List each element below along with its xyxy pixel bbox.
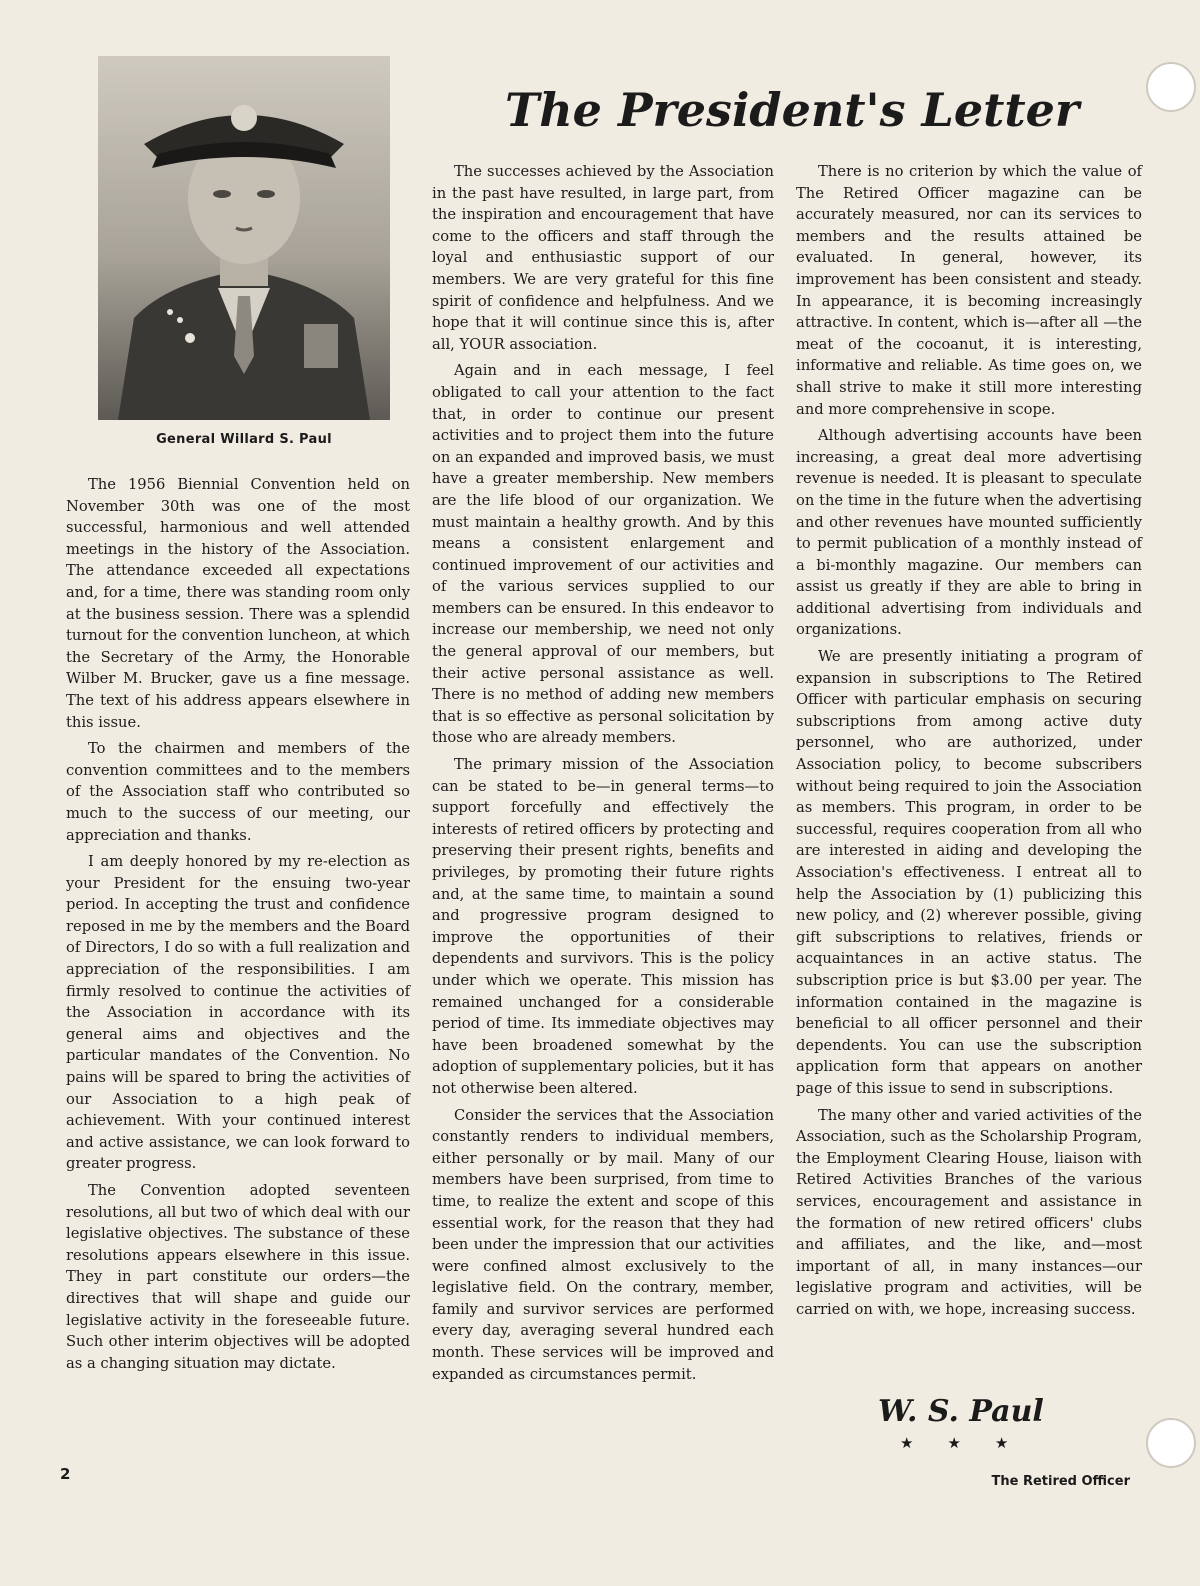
- text-column-1: [66, 474, 410, 1379]
- page-title: The President's Letter: [505, 83, 1080, 137]
- paragraph: Although advertising accounts have been increasing, a great deal more advertising revenue is needed. It is pleasant to speculate on the time in the future when the advertising and other revenues have mounted sufficiently to permit publication of a monthly instead of a bi-monthly magazine. Our members can assist us greatly if they are able to bring in additional advertising from individuals and organizations.: [796, 427, 1142, 639]
- paragraph: I am deeply honored by my re-election as your President for the ensuing two-year period. In accepting the trust and confidence reposed in me by the members and the Board of Directors, I do so with a full realization and appreciation of the responsibilities. I am firmly resolved to continue the activities of the Association in accordance with its general aims and objectives and the particular mandates of the Convention. No pains will be spared to bring the activities of our Association to a high peak of achievement. With your continued interest and active assistance, we can look forward to greater progress.: [66, 853, 410, 1173]
- paragraph: The many other and varied activities of the Association, such as the Scholarship Program, the Employment Clearing House, liaison with Retired Activities Branches of the various services, encouragement and assistance in the formation of new retired officers' clubs and affiliates, and the like, and—most important of all, in many instances—our legislative program and activities, will be carried on with, we hope, increasing success.: [796, 1106, 1142, 1318]
- photo-caption: General Willard S. Paul: [156, 432, 332, 447]
- paragraph: The 1956 Biennial Convention held on November 30th was one of the most successful, harmonious and well attended meetings in the history of the Association. The attendance exceeded all expectations and, for a time, there was standing room only at the business session. There was a splendid turnout for the convention luncheon, at which the Secretary of the Army, the Honorable Wilber M. Brucker, gave us a fine message. The text of his address appears elsewhere in this issue.: [66, 476, 410, 731]
- paragraph: The Convention adopted seventeen resolutions, all but two of which deal with our legislative objectives. The substance of these resolutions appears elsewhere in this issue. They in part constitute our orders—the directives that will shape and guide our legislative activity in the foreseeable future. Such other interim objectives will be adopted as a changing situation may dictate.: [66, 1182, 410, 1372]
- paragraph: The primary mission of the Association can be stated to be—in general terms—to support forcefully and effectively the interests of retired officers by protecting and preserving their present rights, benefits and privileges, by promoting their future rights and, at the same time, to maintain a sound and progressive program designed to improve the opportunities of their dependents and survivors. This is the policy under which we operate. This mission has remained unchanged for a considerable period of time. Its immediate objectives may have been broadened somewhat by the adoption of supplementary policies, but it has not otherwise been altered.: [432, 756, 774, 1097]
- signature: W. S. Paul: [878, 1394, 1044, 1429]
- binder-hole-icon: [1146, 62, 1196, 112]
- star-ornament: ★★★: [900, 1434, 1043, 1452]
- text-column-3: [796, 161, 1142, 1325]
- paragraph: There is no criterion by which the value of The Retired Officer magazine can be accurately measured, nor can its services to members and the results attained be evaluated. In general, however, its improvement has been consistent and steady. In appearance, it is becoming increasingly attractive. In content, which is—after all —the meat of the cocoanut, it is interesting, informative and reliable. As time goes on, we shall strive to make it still more interesting and more comprehensive in scope.: [796, 163, 1142, 418]
- text-column-2: [432, 161, 774, 1390]
- paragraph: Consider the services that the Association constantly renders to individual members, either personally or by mail. Many of our members have been surprised, from time to time, to realize the extent and scope of this essential work, for the reason that they had been under the impression that our activities were confined almost exclusively to the legislative field. On the contrary, member, family and survivor services are performed every day, averaging several hundred each month. These services will be improved and expanded as circumstances permit.: [432, 1106, 774, 1383]
- page-number: 2: [60, 1465, 71, 1483]
- paragraph: The successes achieved by the Association in the past have resulted, in large part, from the inspiration and encouragement that have come to the officers and staff through the loyal and enthusiastic support of our members. We are very grateful for this fine spirit of confidence and helpfulness. And we hope that it will continue since this is, after all, YOUR association.: [432, 163, 774, 353]
- publication-footer: The Retired Officer: [991, 1474, 1130, 1489]
- paragraph: We are presently initiating a program of expansion in subscriptions to The Retired Officer with particular emphasis on securing subscriptions from among active duty personnel, who are authorized, under Association policy, to become subscribers without being required to join the Association as members. This program, in order to be successful, requires cooperation from all who are interested in aiding and developing the Association's effectiveness. I entreat all to help the Association by (1) publicizing this new policy, and (2) wherever possible, giving gift subscriptions to relatives, friends or acquaintances in an active status. The subscription price is but $3.00 per year. The information contained in the magazine is beneficial to all officer personnel and their dependents. You can use the subscription application form that appears on another page of this issue to send in subscriptions.: [796, 648, 1142, 1097]
- paragraph: Again and in each message, I feel obligated to call your attention to the fact that, in order to continue our present activities and to project them into the future on an expanded and improved basis, we must have a greater membership. New members are the life blood of our organization. We must maintain a healthy growth. And by this means a consistent enlargement and continued improvement of our activities and of the various services supplied to our members can be ensured. In this endeavor to increase our membership, we need not only the general approval of our members, but their active personal assistance as well. There is no method of adding new members that is so effective as personal solicitation by those who are already members.: [432, 362, 774, 747]
- portrait-photo: [98, 56, 390, 420]
- binder-hole-icon: [1146, 1418, 1196, 1468]
- paragraph: To the chairmen and members of the convention committees and to the members of the Association staff who contributed so much to the success of our meeting, our appreciation and thanks.: [66, 740, 410, 844]
- portrait-illustration: [98, 56, 390, 420]
